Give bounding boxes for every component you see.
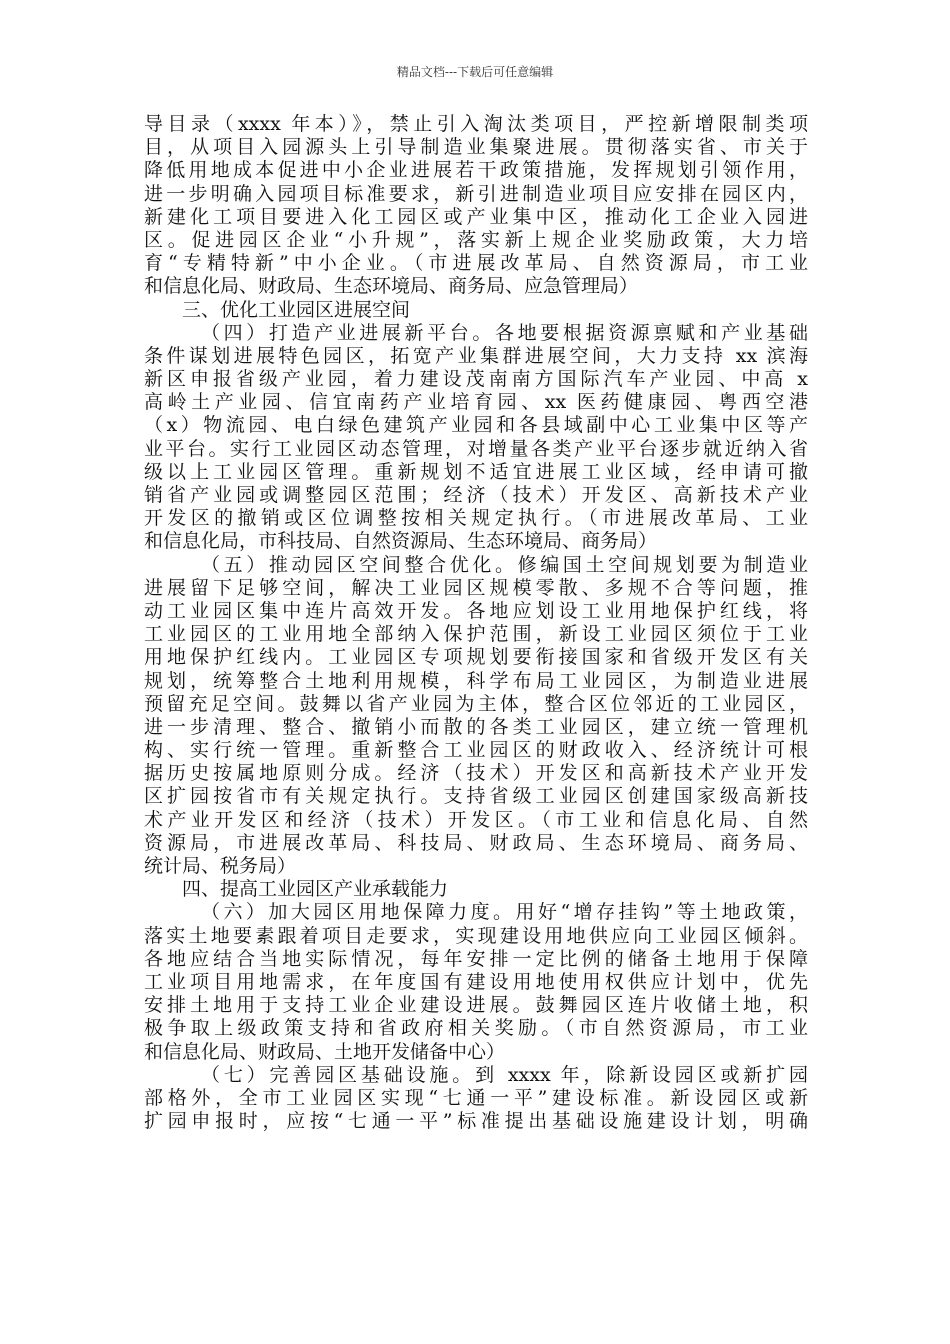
text-line: 统计局、税务局） xyxy=(144,855,297,877)
text-line: 导目录（xxxx 年本）》，禁止引入淘汰类项目，严控新增限制类项 xyxy=(144,113,808,135)
text-line: 目，从项目入园源头上引导制造业集聚进展。贯彻落实省、市关于 xyxy=(144,136,808,159)
text-line: 资源局，市进展改革局、科技局、财政局、生态环境局、商务局、 xyxy=(144,831,808,854)
text-line: 术产业开发区和经济（技术）开发区。（市工业和信息化局、自然 xyxy=(144,808,808,831)
text-line: 构、实行统一管理。重新整合工业园区的财政收入、经济统计可根 xyxy=(144,739,808,762)
text-line: 条件谋划进展特色园区，拓宽产业集群进展空间，大力支持 xx 滨海 xyxy=(144,344,808,367)
text-line: 业平台。实行工业园区动态管理，对增量各类产业平台逐步就近纳入省 xyxy=(144,437,808,460)
text-line: （x）物流园、电白绿色建筑产业园和各县域副中心工业集中区等产 xyxy=(144,414,808,437)
text-line: 规划，统筹整合土地利用规模，科学布局工业园区，为制造业进展 xyxy=(144,669,808,692)
text-line: 工业项目用地需求，在年度国有建设用地使用权供应计划中，优先 xyxy=(144,970,808,993)
text-line: 部格外，全市工业园区实现“七通一平”建设标准。新设园区或新 xyxy=(144,1086,808,1109)
paragraph-start: （四）打造产业进展新平台。各地要根据资源禀赋和产业基础 xyxy=(201,321,808,344)
text-line: 工业园区的工业用地全部纳入保护范围，新设工业园区须位于工业 xyxy=(144,623,808,646)
text-line: 新区申报省级产业园，着力建设茂南南方国际汽车产业园、中高 x xyxy=(144,368,808,391)
text-line: 安排土地用于支持工业企业建设进展。鼓舞园区连片收储土地，积 xyxy=(144,994,808,1017)
text-line: 进一步清理、整合、撤销小而散的各类工业园区，建立统一管理机 xyxy=(144,715,808,738)
text-line: 预留充足空间。鼓舞以省产业园为主体，整合区位邻近的工业园区， xyxy=(144,692,808,715)
text-line: 极争取上级政策支持和省政府相关奖励。（市自然资源局，市工业 xyxy=(144,1017,808,1040)
text-line: 育“专精特新”中小企业。（市进展改革局、自然资源局，市工业 xyxy=(144,252,808,275)
section-heading: 三、优化工业园区进展空间 xyxy=(182,298,411,321)
text-line: 落实土地要素跟着项目走要求，实现建设用地供应向工业园区倾斜。 xyxy=(144,924,808,947)
text-line: 级以上工业园区管理。重新规划不适宜进展工业区域，经申请可撤 xyxy=(144,460,808,483)
section-heading: 四、提高工业园区产业承载能力 xyxy=(182,878,449,901)
text-line: 进展留下足够空间，解决工业园区规模零散、多规不合等问题，推 xyxy=(144,576,808,599)
text-line: 进一步明确入园项目标准要求，新引进制造业项目应安排在园区内， xyxy=(144,182,808,205)
text-line: 区。促进园区企业“小升规”，落实新上规企业奖励政策，大力培 xyxy=(144,228,808,251)
text-line: 降低用地成本促进中小企业进展若干政策措施，发挥规划引领作用， xyxy=(144,159,808,182)
paragraph-start: （五）推动园区空间整合优化。修编国土空间规划要为制造业 xyxy=(201,553,808,576)
text-line: 各地应结合当地实际情况，每年安排一定比例的储备土地用于保障 xyxy=(144,947,808,970)
page-header: 精品文档---下载后可任意编辑 xyxy=(396,65,554,79)
text-line: 新建化工项目要进入化工园区或产业集中区，推动化工企业入园进 xyxy=(144,205,808,228)
text-line: 区扩园按省市有关规定执行。支持省级工业园区创建国家级高新技 xyxy=(144,785,808,808)
text-line: 扩园申报时，应按“七通一平”标准提出基础设施建设计划，明确 xyxy=(144,1110,808,1133)
paragraph-start: （六）加大园区用地保障力度。用好“增存挂钩”等土地政策， xyxy=(201,901,808,924)
text-line: 和信息化局、财政局、土地开发储备中心） xyxy=(144,1040,506,1063)
text-line: 动工业园区集中连片高效开发。各地应划设工业用地保护红线，将 xyxy=(144,599,808,622)
text-line: 开发区的撤销或区位调整按相关规定执行。（市进展改革局、工业 xyxy=(144,507,808,530)
text-line: 用地保护红线内。工业园区专项规划要衔接国家和省级开发区有关 xyxy=(144,646,808,669)
paragraph-start: （七）完善园区基础设施。到 xxxx 年，除新设园区或新扩园 xyxy=(201,1063,808,1086)
document-body xyxy=(144,113,808,1133)
text-line: 和信息化局、财政局、生态环境局、商务局、应急管理局） xyxy=(144,275,639,298)
text-line: 高岭土产业园、信宜南药产业培育园、xx 医药健康园、粤西空港 xyxy=(144,391,808,414)
text-line: 销省产业园或调整园区范围；经济（技术）开发区、高新技术产业 xyxy=(144,484,808,506)
text-line: 和信息化局，市科技局、自然资源局、生态环境局、商务局） xyxy=(144,530,658,553)
text-line: 据历史按属地原则分成。经济（技术）开发区和高新技术产业开发 xyxy=(144,762,808,785)
